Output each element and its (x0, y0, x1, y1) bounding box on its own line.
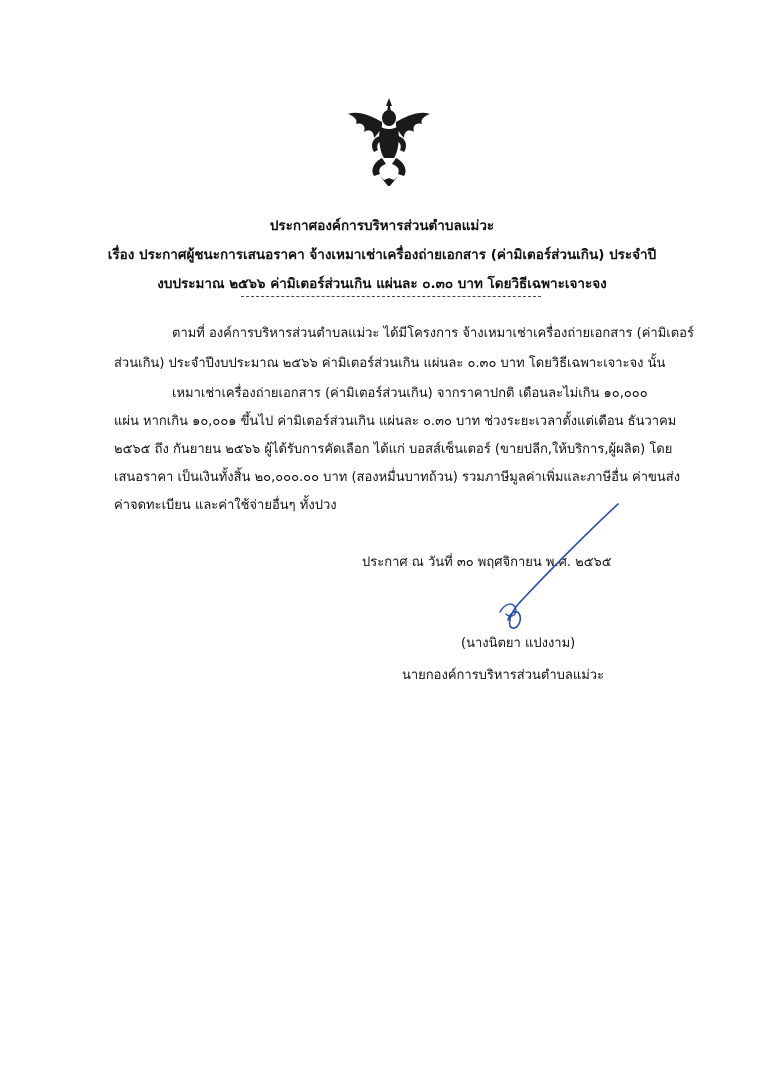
body-line-7: ค่าจดทะเบียน และค่าใช้จ่ายอื่นๆ ทั้งปวง (114, 498, 337, 513)
body-line-3: เหมาเช่าเครื่องถ่ายเอกสาร (ค่ามิเตอร์ส่วนเกิน) จากราคาปกติ เดือนละไม่เกิน ๑๐,๐๐๐ (172, 386, 648, 401)
body-line-2: ส่วนเกิน) ประจำปีงบประมาณ ๒๕๖๖ ค่ามิเตอร์ส่วนเกิน แผ่นละ ๐.๓๐ บาท โดยวิธีเฉพาะเจาะจง นั้น (114, 356, 666, 371)
subject-line: เรื่อง ประกาศผู้ชนะการเสนอราคา จ้างเหมาเช่าเครื่องถ่ายเอกสาร (ค่ามิเตอร์ส่วนเกิน) ประจำปี (107, 247, 657, 263)
body-line-4: แผ่น หากเกิน ๑๐,๐๐๑ ขึ้นไป ค่ามิเตอร์ส่วนเกิน แผ่นละ ๐.๓๐ บาท ช่วงระยะเวลาตั้งแต่เดือน ธันวาคม (114, 414, 677, 429)
garuda-emblem-icon (344, 96, 434, 190)
signature (470, 500, 630, 640)
agency-heading: ประกาศองค์การบริหารส่วนตำบลแม่วะ (269, 218, 495, 234)
separator (241, 296, 541, 297)
signer-name: (นางนิตยา แปงงาม) (461, 636, 576, 651)
body-line-1: ตามที่ องค์การบริหารส่วนตำบลแม่วะ ได้มีโครงการ จ้างเหมาเช่าเครื่องถ่ายเอกสาร (ค่ามิเตอร์ (172, 326, 694, 341)
announce-date: ประกาศ ณ วันที่ ๓๐ พฤศจิกายน พ.ศ. ๒๕๖๕ (362, 555, 612, 570)
subject-line-continued: งบประมาณ ๒๕๖๖ ค่ามิเตอร์ส่วนเกิน แผ่นละ ๐.๓๐ บาท โดยวิธีเฉพาะเจาะจง (157, 276, 607, 292)
body-line-6: เสนอราคา เป็นเงินทั้งสิ้น ๒๐,๐๐๐.๐๐ บาท (สองหมื่นบาทถ้วน) รวมภาษีมูลค่าเพิ่มและภาษีอื่น ค่าขนส่ง (114, 470, 681, 485)
body-line-5: ๒๕๖๕ ถึง กันยายน ๒๕๖๖ ผู้ได้รับการคัดเลือก ได้แก่ บอสส์เซ็นเตอร์ (ขายปลีก,ให้บริการ,ผู้ผลิต) โดย (114, 442, 673, 457)
signer-title: นายกองค์การบริหารส่วนตำบลแม่วะ (402, 668, 605, 683)
